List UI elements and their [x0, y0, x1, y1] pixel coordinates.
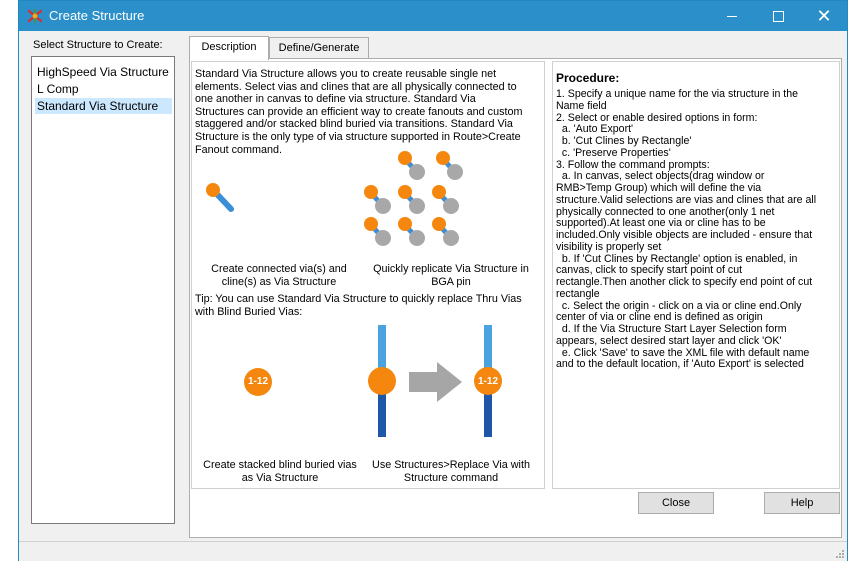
- description-text: Standard Via Structure allows you to create reusable single net elements. Select vias and clines that are all physically connected to one another in canvas to define via structure. Standard Via Structures can provide an efficient way to create fanouts and custom staggered and/or stacked blind buried via transitions. Standard Via Structure is the only type of via structure supported in Route>Create Fanout command.: [195, 68, 523, 156]
- procedure-title: Procedure:: [556, 71, 620, 85]
- structure-list-label: Select Structure to Create:: [33, 39, 163, 51]
- caption-connected: Create connected via(s) and cline(s) as Via Structure: [211, 263, 347, 288]
- tab-description[interactable]: Description: [189, 36, 269, 60]
- tab-define-generate[interactable]: Define/Generate: [269, 37, 369, 59]
- close-button[interactable]: Close: [638, 492, 714, 514]
- create-structure-window: [18, 0, 848, 561]
- connected-via-illustration: [206, 183, 231, 209]
- thru-via-stack-illustration: [368, 325, 396, 437]
- window-title: Create Structure: [49, 8, 145, 23]
- status-bar: [19, 541, 847, 561]
- arrow-right-icon: [409, 362, 462, 402]
- caption-bga: Quickly replicate Via Structure in BGA pin: [373, 263, 529, 288]
- procedure-text: 1. Specify a unique name for the via structure in the Name field 2. Select or enable desired options in form: a. 'Auto Export' b. 'Cut Clines by Rectangle' c. 'Preserve Properties' 3. Follow the command prompts: a. In canvas, select objects(drag window or RMB>Temp Group) which will define the via structure.Valid selections are vias and clines that are all physically connected to one another(only 1 net supported).At least one via or cline has to be included.Only visible objects are included - ensure that visibility is properly set b. If 'Cut Clines by Rectangle' option is enabled, in canvas, click to specify start point of cut rectangle.Then another click to specify end point of cut rectangle c. Select the origin - click on a via or cline end.Only center of via or cline end is defined as origin d. If the Via Structure Start Layer Selection form appears, select desired start layer and click 'OK' e. Click 'Save' to save the XML file with default name and to the default location, if 'Auto Export' is selected: [556, 88, 817, 371]
- caption-stacked: Create stacked blind buried vias as Via Structure: [203, 459, 357, 484]
- list-item-standard-via-structure[interactable]: Standard Via Structure: [35, 98, 172, 114]
- caption-replace: Use Structures>Replace Via with Structure command: [372, 459, 530, 484]
- list-item-highspeed-via-structure[interactable]: HighSpeed Via Structure: [37, 65, 169, 79]
- close-icon: ✕: [816, 6, 832, 26]
- help-button[interactable]: Help: [764, 492, 840, 514]
- tip-text: Tip: You can use Standard Via Structure to quickly replace Thru Vias with Blind Buried Vias:: [195, 293, 522, 318]
- list-item-l-comp[interactable]: L Comp: [37, 82, 79, 96]
- resize-grip-icon[interactable]: [835, 549, 845, 559]
- bga-pattern-illustration: [364, 151, 463, 246]
